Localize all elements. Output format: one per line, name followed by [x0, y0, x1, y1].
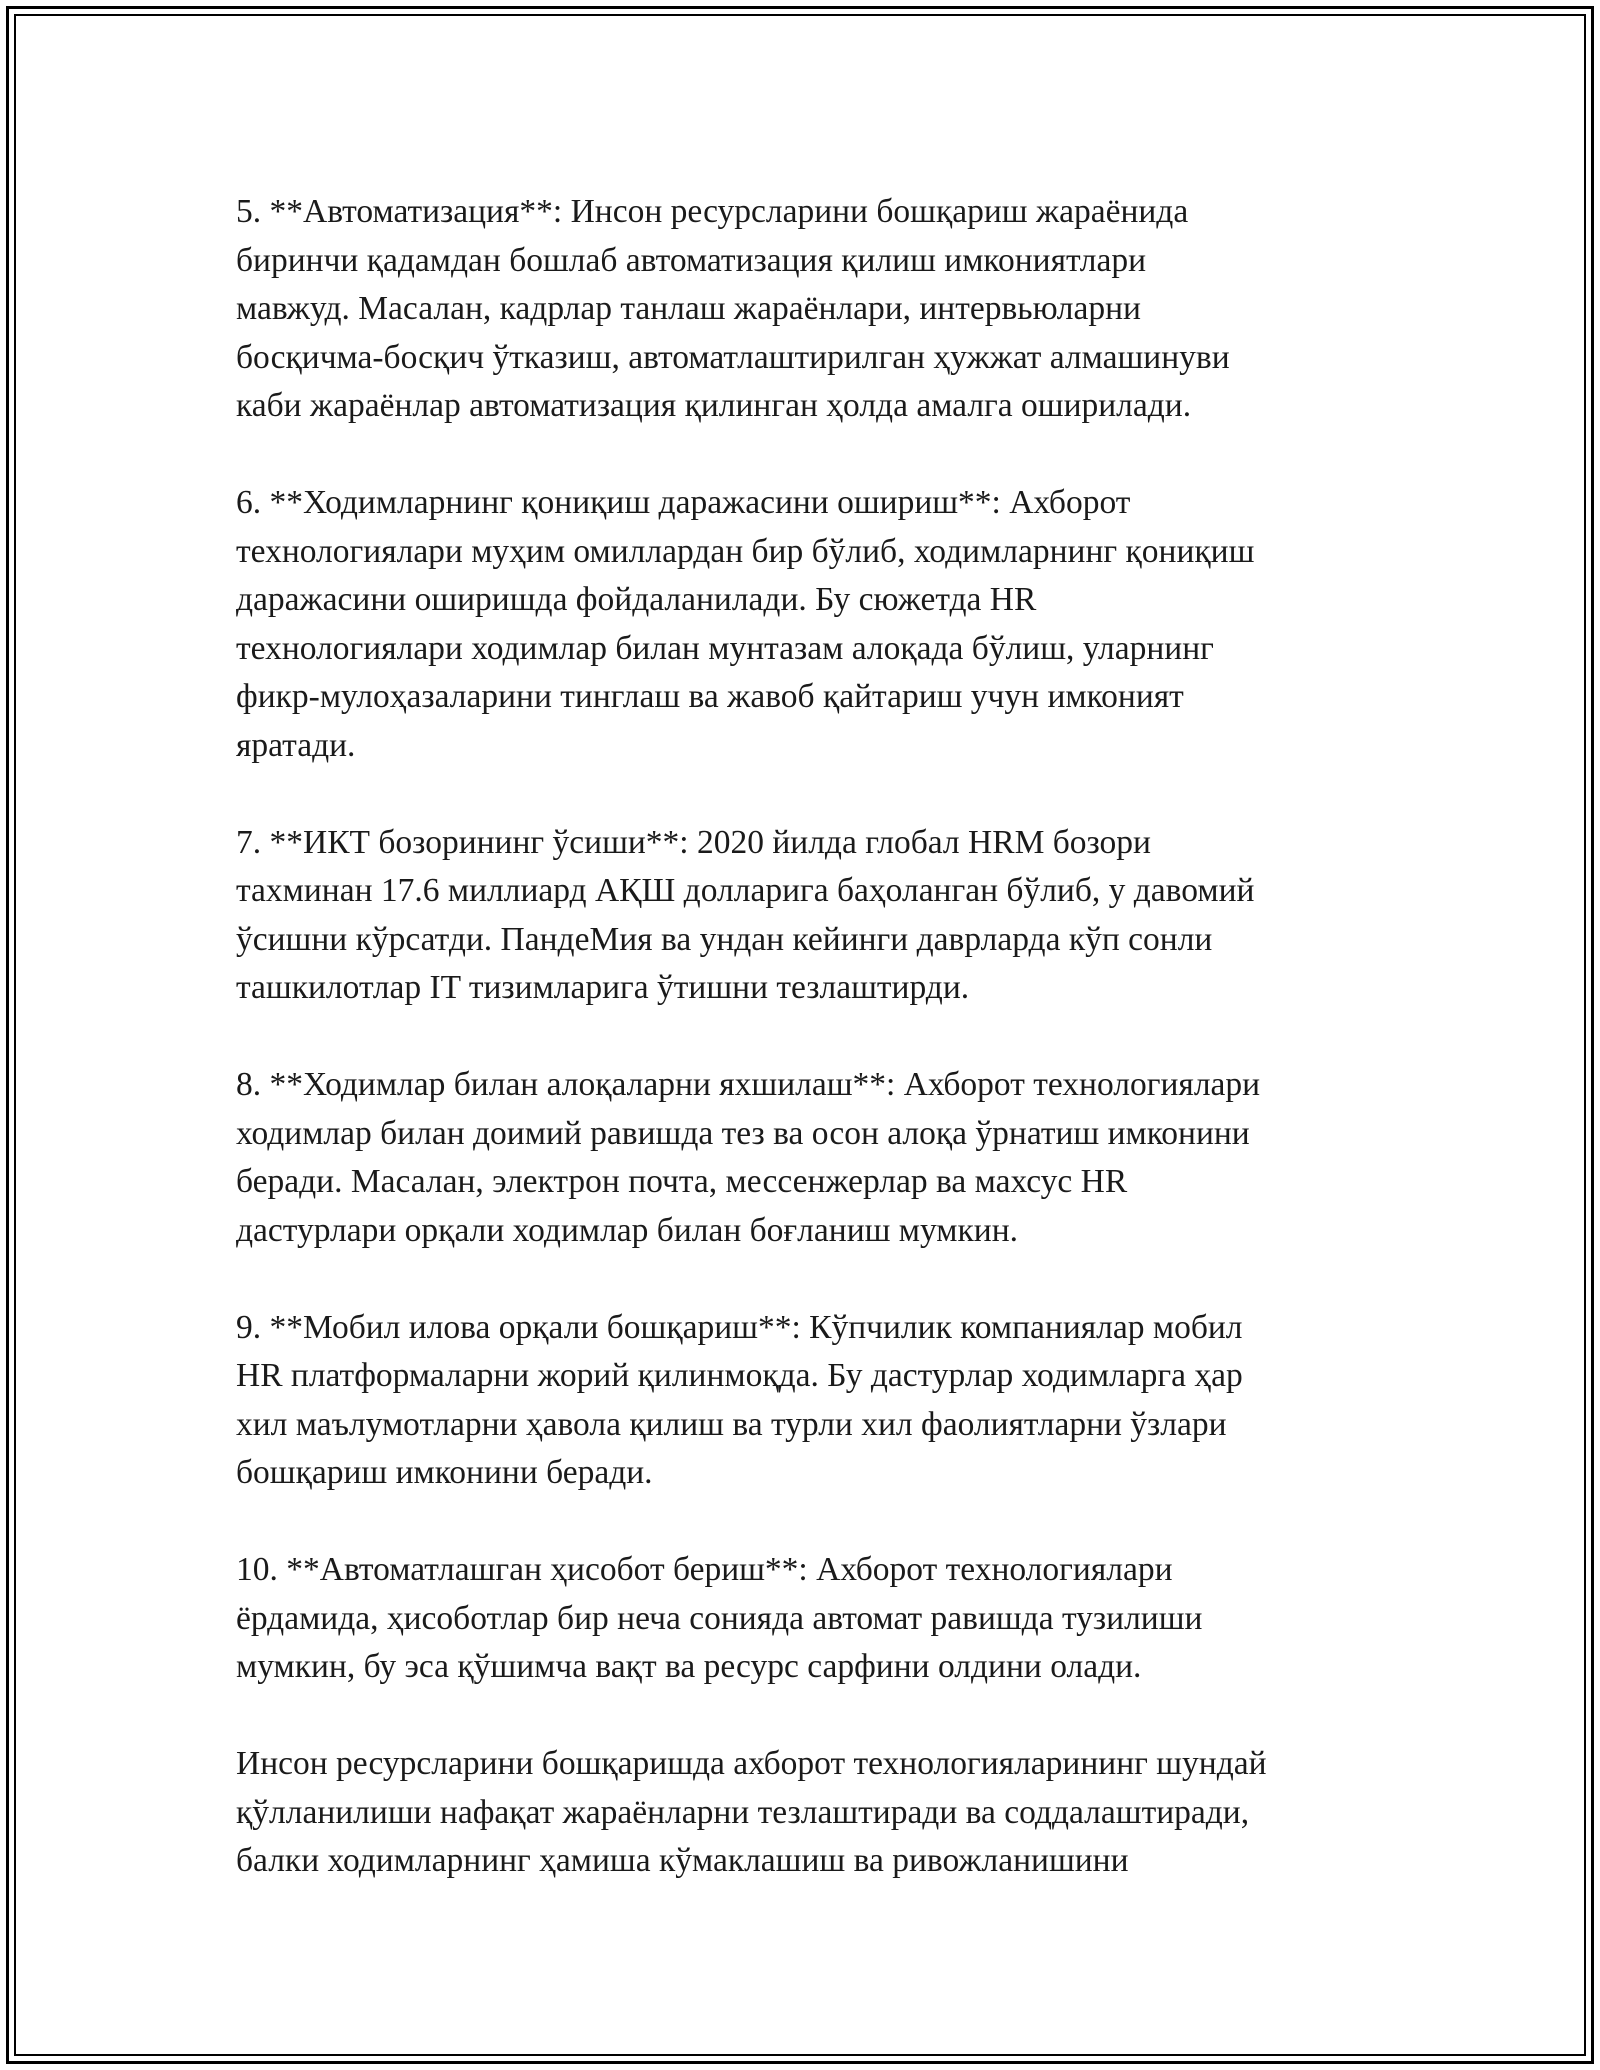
document-body	[236, 188, 1376, 1886]
paragraph-item-5: 5. **Автоматизация**: Инсон ресурсларини бошқариш жараёнида биринчи қадамдан бошлаб автоматизация қилиш имкониятлари мавжуд. Масалан, кадрлар танлаш жараёнлари, интервьюларни босқичма-босқич ўтказиш, автоматлаштирилган ҳужжат алмашинуви каби жараёнлар автоматизация қилинган ҳолда амалга оширилади.	[236, 193, 1230, 424]
paragraph-item-7: 7. **ИКТ бозорининг ўсиши**: 2020 йилда глобал HRM бозори тахминан 17.6 миллиард АҚШ долларига баҳоланган бўлиб, у давомий ўсишни кўрсатди. ПандеМия ва ундан кейинги даврларда кўп сонли ташкилотлар IT тизимларига ўтишни тезлаштирди.	[236, 823, 1255, 1006]
paragraph-item-9: 9. **Мобил илова орқали бошқариш**: Кўпчилик компаниялар мобил HR платформаларни жорий қилинмоқда. Бу дастурлар ходимларга ҳар хил маълумотларни ҳавола қилиш ва турли хил фаолиятларни ўзлари бошқариш имконини беради.	[236, 1308, 1243, 1491]
paragraph-item-8: 8. **Ходимлар билан алоқаларни яхшилаш**: Ахборот технологиялари ходимлар билан доимий равишда тез ва осон алоқа ўрнатиш имконини беради. Масалан, электрон почта, мессенжерлар ва махсус HR дастурлари орқали ходимлар билан боғланиш мумкин.	[236, 1066, 1261, 1249]
paragraph-item-6: 6. **Ходимларнинг қониқиш даражасини ошириш**: Ахборот технологиялари муҳим омиллардан бир бўлиб, ходимларнинг қониқиш даражасини оширишда фойдаланилади. Бу сюжетда HR технологиялари ходимлар билан мунтазам алоқада бўлиш, уларнинг фикр-мулоҳазаларини тинглаш ва жавоб қайтариш учун имконият яратади.	[236, 484, 1255, 764]
paragraph-item-10: 10. **Автоматлашган ҳисобот бериш**: Ахборот технологиялари ёрдамида, ҳисоботлар бир неча сонияда автомат равишда тузилиши мумкин, бу эса қўшимча вақт ва ресурс сарфини олдини олади.	[236, 1551, 1203, 1685]
paragraph-conclusion: Инсон ресурсларини бошқаришда ахборот технологияларининг шундай қўлланилиши нафақат жараёнларни тезлаштиради ва соддалаштиради, балки ходимларнинг ҳамиша кўмаклашиш ва ривожланишини	[236, 1745, 1267, 1879]
